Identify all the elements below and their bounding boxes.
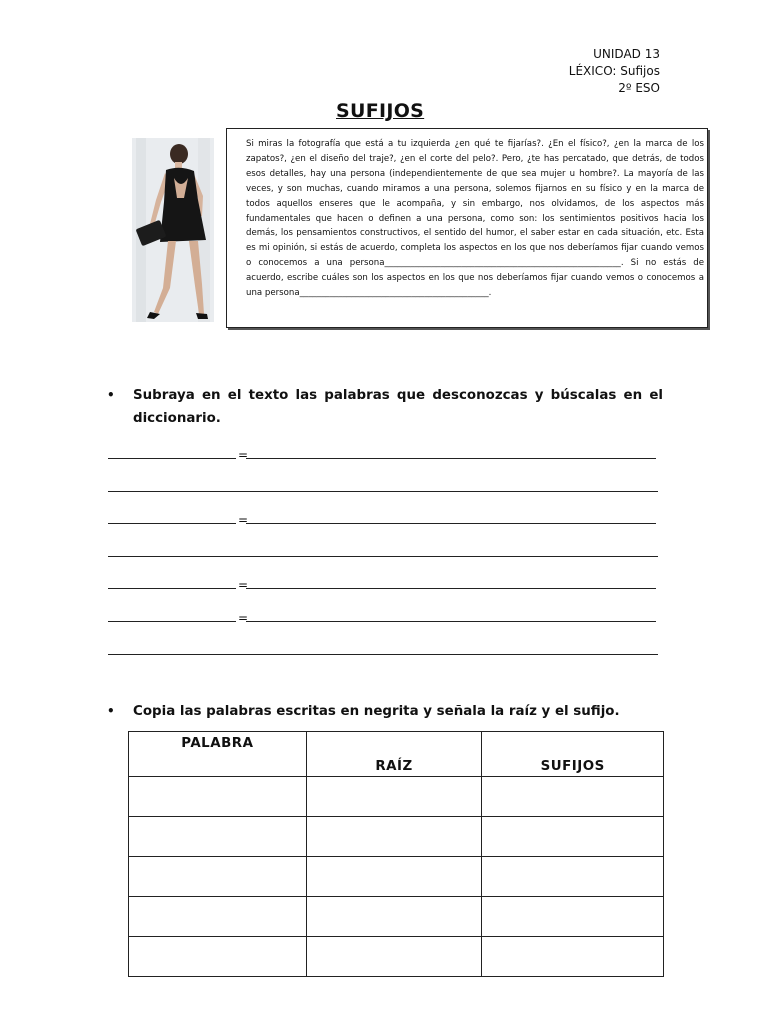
answer-line[interactable] [108,639,658,655]
exercise-2-text: Copia las palabras escritas en negrita y señala la raíz y el sufijo. [133,704,620,719]
exercise-1-text: Subraya en el texto las palabras que desconozcas y búscalas en el diccionario. [133,388,663,426]
table-row [129,937,664,977]
unit-label: UNIDAD 13 [593,47,660,61]
equals-sign: = [238,448,249,462]
equals-sign: = [238,611,249,625]
table-cell[interactable] [129,937,307,977]
table-cell[interactable] [482,777,664,817]
table-cell[interactable] [306,857,482,897]
table-row [129,897,664,937]
table-cell[interactable] [306,777,482,817]
header-block [520,46,660,97]
answer-line[interactable] [108,476,658,492]
column-header-raiz: RAÍZ [306,732,482,777]
equals-sign: = [238,513,249,527]
table-cell[interactable] [306,937,482,977]
suffix-table [128,731,664,977]
level-label: 2º ESO [618,81,660,95]
reading-passage: Si miras la fotografía que está a tu izquierda ¿en qué te fijarías?. ¿En el físico?, ¿en la marca de los zapatos?, ¿en el diseño del traje?, ¿en el corte del pelo?. Pero, ¿te has percatado, que detrás, de todos esos detalles, hay una persona (independientemente de que sea mujer u hombre?. La mayoría de las veces, y son muchas, cuando miramos a una persona, solemos fijarnos en su físico y en la marca de todos aquellos enseres que le acompaña, y sin embargo, nos olvidamos, de los aspectos más fundamentales que hacen o definen a una persona, como son: los sentimientos positivos hacia los demás, los pensamientos constructivos, el sentido del humor, el saber estar en cada situación, etc. Esta es mi opinión, si estás de acuerdo, completa los aspectos en los que nos deberíamos fijar cuando vemos o conocemos a una persona_______________________________________________________. Si no estás de acuerdo, escribe cuáles son los aspectos en los que nos deberíamos fijar cuando vemos o conocemos a una persona____________________________________________. [226,128,708,328]
answer-line[interactable] [108,573,658,592]
table-cell[interactable] [306,897,482,937]
page-title: SUFIJOS [336,100,425,122]
answer-line[interactable] [108,541,658,557]
exercise-2-instruction [107,700,663,723]
table-cell[interactable] [482,897,664,937]
table-cell[interactable] [129,857,307,897]
table-cell[interactable] [129,897,307,937]
column-header-palabra: PALABRA [129,732,307,777]
equals-sign: = [238,578,249,592]
answer-line[interactable] [108,443,658,462]
topic-label: LÉXICO: Sufijos [568,64,660,78]
answer-line[interactable] [108,508,658,527]
table-row [129,857,664,897]
bullet-icon: • [107,704,115,718]
table-row [129,777,664,817]
exercise-1-instruction [107,384,663,430]
table-row [129,817,664,857]
table-cell[interactable] [482,937,664,977]
table-cell[interactable] [129,777,307,817]
column-header-sufijos: SUFIJOS [482,732,664,777]
woman-black-dress-photo [132,138,214,322]
table-cell[interactable] [482,817,664,857]
table-cell[interactable] [482,857,664,897]
table-cell[interactable] [306,817,482,857]
answer-line[interactable] [108,606,658,625]
table-cell[interactable] [129,817,307,857]
bullet-icon: • [107,388,115,402]
